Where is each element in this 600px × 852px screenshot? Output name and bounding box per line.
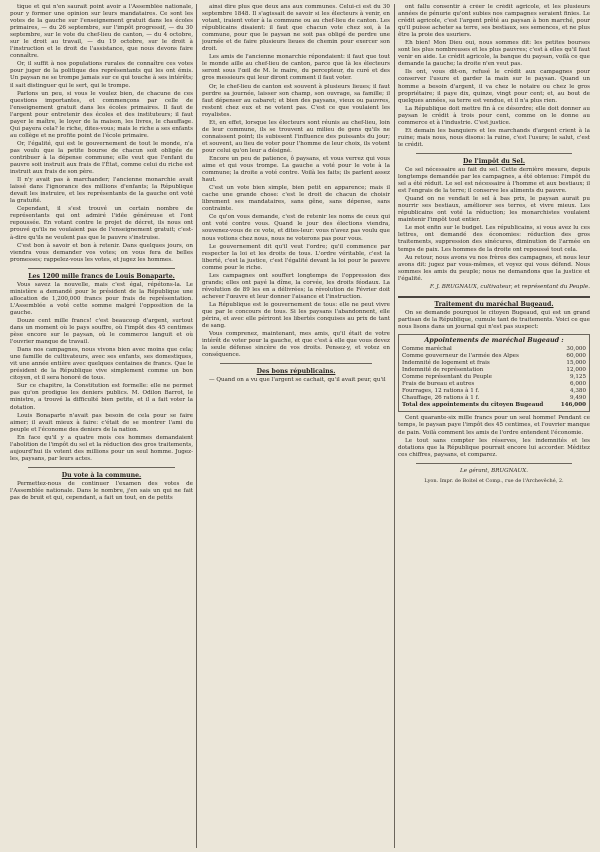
row-value: 30,000 bbox=[566, 346, 586, 353]
row-value: 60,000 bbox=[566, 353, 586, 360]
column-3 bbox=[398, 4, 590, 848]
section-heading: Les 1200 mille francs de Louis Bonaparte. bbox=[28, 272, 175, 280]
table-total-row bbox=[402, 402, 586, 409]
paragraph: Vous comprenez, maintenant, mes amis, qu'il était de votre intérêt de voter pour la gauche, et que c'est à elle que vous devez la seule défense sincère de vos droits. Pensez-y, et votez en conséquence. bbox=[202, 331, 390, 359]
paragraph: Ils ont, vous dit-on, refusé le crédit aux campagnes pour conserver l'usure et garder la main sur le paysan. Quand un homme a besoin d'argent, il va chez le notaire ou chez le gros propriétaire; il paye dix, quinze, vingt pour cent; et, au bout de quelques années, sa terre est vendue, et il n'a plus rien. bbox=[398, 69, 590, 104]
section-heading: Des bons républicains. bbox=[256, 368, 336, 376]
paragraph: Vous savez la nouvelle, mais c'est égal, répétons-la. Le ministère a demandé pour le président de la République une allocation de 1,200,000 francs pour frais de représentation. L'Assemblée a voté cette somme malgré l'opposition de la gauche. bbox=[10, 281, 193, 316]
salary-table-title: Appointements de maréchal Bugeaud : bbox=[424, 335, 564, 344]
section-divider bbox=[398, 296, 590, 298]
table-row bbox=[402, 395, 586, 402]
paragraph: Quand on ne vendait le sel à bas prix, le paysan aurait pu nourrir ses bestiaux, améliorer ses terres, et vivre mieux. Les républicains ont voté la réduction; les monarchistes voulaient maintenir l'impôt tout entier. bbox=[398, 196, 590, 224]
row-value: 9,490 bbox=[569, 395, 586, 402]
row-value: 15,000 bbox=[566, 360, 586, 367]
paragraph: Or, l'égalité, qui est le gouvernement de tout le monde, n'a pas voulu que la petite bourse de chacun soit obligée de contribuer à la dépense commune; elle veut que l'enfant du pauvre soit instruit aux frais de l'État, comme celui du riche est instruit aux frais de son père. bbox=[10, 140, 193, 176]
gerant-signature: Le gérant, BRUGNAUX. bbox=[459, 467, 529, 474]
row-label: Indemnité de logement et frais bbox=[402, 360, 490, 367]
paragraph: Parlons un peu, si vous le voulez bien, de chacune de ces questions importantes, et commençons par celle de l'enseignement gratuit dans les écoles primaires. Il faut de l'argent pour entretenir des écoles et des instituteurs; il faut payer le maître, le loyer de la maison, les livres, le chauffage. Qui payera cela? le riche, dites-vous; mais le riche a ses enfants au collège et ne profite point de l'école primaire. bbox=[10, 90, 193, 139]
row-value: 12,000 bbox=[566, 367, 586, 374]
paragraph: Sur ce chapitre, la Constitution est formelle: elle ne permet pas qu'on prodigue les deniers publics. M. Odilon Barrot, le ministre, a trouvé la difficulté bien petite, et il a fait voter la dotation. bbox=[10, 383, 193, 411]
paragraph: On se demande pourquoi le citoyen Bugeaud, qui est un grand partisan de la République, cumule tant de traitements. Voici ce que nous lisons dans un journal qui n'est pas suspect: bbox=[398, 309, 590, 330]
paragraph: — Quand on a vu que l'argent se cachait, qu'il avait peur, qu'il bbox=[209, 377, 386, 384]
salary-table bbox=[398, 334, 590, 412]
row-label: Fourrages, 12 rations à 1 f. bbox=[402, 388, 480, 395]
row-label: Comme maréchal bbox=[402, 346, 452, 353]
paragraph: ainsi dire plus que deux ans aux communes. Celui-ci est du 30 septembre 1848. Il s'agissait de savoir si les électeurs à venir, en votant, iraient voter à la commune ou au chef-lieu de canton. Les républicains disaient: il faut que chacun vote chez soi, à la commune, pour que le paysan ne soit pas obligé de perdre une journée et de faire plusieurs lieues de chemin pour exercer son droit. bbox=[202, 4, 390, 53]
paragraph: Ce sel nécessaire au fait du sel. Cette dernière mesure, depuis longtemps demandée par les campagnes, a été obtenue: l'impôt du sel a été réduit. Le sel est nécessaire à l'homme et aux bestiaux; il est l'engrais de la terre; il conserve les aliments du pauvre. bbox=[398, 166, 590, 195]
column-rule bbox=[394, 4, 395, 848]
total-value: 146,000 bbox=[560, 402, 586, 409]
section-heading: Du vote à la commune. bbox=[61, 471, 142, 479]
column-1 bbox=[10, 4, 193, 848]
row-label: Chauffage, 26 rations à 1 f. bbox=[402, 395, 480, 402]
paragraph: Ce qu'on vous demande, c'est de retenir les noms de ceux qui ont voté contre vous. Quand le jour des élections viendra, souvenez-vous de ce vote, et dites-leur: vous n'avez pas voulu que nous votions chez nous, nous ne voterons pas pour vous. bbox=[202, 214, 390, 242]
row-label: Frais de bureau et autres bbox=[402, 381, 475, 388]
row-value: 4,380 bbox=[569, 388, 586, 395]
paragraph: Douze cent mille francs! c'est beaucoup d'argent, surtout dans un moment où le pays souffre, où l'impôt des 45 centimes pèse encore sur le paysan, où le commerce languit et où l'ouvrier manque de travail. bbox=[10, 317, 193, 346]
table-row bbox=[402, 374, 586, 381]
paragraph: Or, il suffit à nos populations rurales de connaître ces votes pour juger de la politique des représentants qui les ont émis. Un paysan ne se trompe jamais sur ce qui touche à ses intérêts; il sait distinguer qui le sert, qui le trompe. bbox=[10, 61, 193, 89]
section-divider bbox=[416, 153, 572, 154]
paragraph: La République doit mettre fin à ce désordre; elle doit donner au paysan le crédit à trois pour cent, comme on le donne au commerce et à l'industrie. C'est justice. bbox=[398, 105, 590, 126]
section-divider bbox=[416, 463, 572, 464]
section-divider bbox=[28, 268, 175, 269]
paragraph: Permettez-nous de continuer l'examen des votes de l'Assemblée nationale. Dans le nombre, j'en sais un qui ne fait pas de bruit et qui, cependant, a fait un tout, en de petits bbox=[10, 480, 193, 502]
total-label: Total des appointements du citoyen Bugeaud bbox=[402, 402, 544, 409]
paragraph: Et demain les banquiers et les marchands d'argent crient à la ruine; mais nous, nous disons: la ruine, c'est l'usure; le salut, c'est le crédit. bbox=[398, 127, 590, 148]
printer-imprint: Lyon. Impr. de Boitel et Comp., rue de l'Archevêché, 2. bbox=[424, 477, 564, 484]
paragraph: Le gouvernement dit qu'il veut l'ordre; qu'il commence par respecter la loi et les droits de tous. L'ordre véritable, c'est la liberté, c'est la justice, c'est l'égalité devant la loi pour le pauvre comme pour le riche. bbox=[202, 243, 390, 271]
paragraph: Encore un peu de patience, ô paysans, et vous verrez qui vous aime et qui vous trompe. La gauche a voté pour le vote à la commune; la droite a voté contre. Voilà les faits; ils parlent assez haut. bbox=[202, 155, 390, 184]
paragraph: Dans nos campagnes, nous vivons bien avec moins que cela; une famille de cultivateurs, avec ses enfants, ses domestiques, vit une année entière avec quelques centaines de francs. Que le président de la République vive simplement comme un bon citoyen, et il sera honoré de tous. bbox=[10, 347, 193, 382]
paragraph: Or, le chef-lieu de canton est souvent à plusieurs lieues; il faut perdre sa journée, laisser son champ, son ouvrage, sa famille; il faut dépenser au cabaret; et bien des paysans, vieux ou pauvres, restent chez eux et ne votent pas. C'est ce que voulaient les royalistes. bbox=[202, 83, 390, 118]
row-value: 6,000 bbox=[569, 381, 586, 388]
row-label: Comme gouverneur de l'armée des Alpes bbox=[402, 353, 519, 360]
row-value: 9,125 bbox=[569, 374, 586, 381]
paragraph: Il n'y avait pas à marchander; l'ancienne monarchie avait laissé dans l'ignorance des millions d'enfants; la République devait les instruire, et les représentants de la gauche ont voté la gratuité. bbox=[10, 177, 193, 205]
paragraph: Les amis de l'ancienne monarchie répondaient: il faut que tout le monde aille au chef-lieu de canton, parce que là les électeurs seront sous l'œil de M. le maire, du percepteur, du curé et des gros messieurs qui leur diront comment il faut voter. bbox=[202, 54, 390, 82]
paragraph: Louis Bonaparte n'avait pas besoin de cela pour se faire aimer; il avait mieux à faire: c'était de se montrer l'ami du peuple et l'économe des deniers de la nation. bbox=[10, 412, 193, 433]
paragraph: tique et qui n'en saurait point avoir a l'Assemblée nationale, pour y former une opinion sur leurs mandataires. Ce sont les votes de la gauche sur l'enseignement gratuit dans les écoles primaires, — du 26 septembre, sur l'impôt progressif, — du 30 septembre, sur le vote du chef-lieu de canton, — du 4 octobre, sur le droit au travail, — du 19 octobre, sur le droit à l'instruction et le droit de l'assistance, que nous devons faire connaître. bbox=[10, 4, 193, 60]
paragraph: Le tout sans compter les réserves, les indemnités et les dotations que la République pourrait encore lui accorder. Méditez ces chiffres, paysans, et comparez. bbox=[398, 437, 590, 458]
paragraph: Cent quarante-six mille francs pour un seul homme! Pendant ce temps, le paysan paye l'impôt des 45 centimes, et l'ouvrier manque de pain. Voilà comment les amis de l'ordre entendent l'économie. bbox=[398, 415, 590, 436]
row-label: Comme représentant du Peuple bbox=[402, 374, 492, 381]
paragraph: Le mot enfin sur le budget. Les républicains, si vous avez lu ces lettres, ont demandé des économies: réduction des gros traitements, suppression des sinécures, diminution de l'armée en temps de paix. Les hommes de la droite ont repoussé tout cela. bbox=[398, 225, 590, 253]
table-row bbox=[402, 346, 586, 353]
paragraph: Au retour, nous avons vu nos frères des campagnes, et nous leur avons dit: jugez par vous-mêmes, et voyez qui vous défend. Nous sommes les amis du peuple; nous ne demandons que la justice et l'égalité. bbox=[398, 254, 590, 282]
paragraph: C'est bon à savoir et bon à retenir. Dans quelques jours, on viendra vous demander vos votes; on vous fera de belles promesses; rappelez-vous les votes, et jugez les hommes. bbox=[10, 242, 193, 263]
section-divider bbox=[220, 363, 372, 364]
paragraph: Les campagnes ont souffert longtemps de l'oppression des grands; elles ont payé la dîme, la corvée, les droits féodaux. La révolution de 89 les en a délivrées; la révolution de Février doit achever l'œuvre et leur donner l'aisance et l'instruction. bbox=[202, 272, 390, 300]
paragraph: La République est le gouvernement de tous: elle ne peut vivre que par le concours de tous. Si les paysans l'abandonnent, elle périra, et avec elle périront les libertés conquises au prix de tant de sang. bbox=[202, 301, 390, 330]
section-heading: Traitement du maréchal Bugeaud. bbox=[434, 300, 554, 308]
paragraph: En face qu'il y a quatre mois ces hommes demandaient l'abolition de l'impôt du sel et la réduction des gros traitements, aujourd'hui ils votent des millions pour un seul homme. Jugez-les, paysans, par leurs actes. bbox=[10, 434, 193, 462]
paragraph: C'est un vote bien simple, bien petit en apparence; mais il cache une grande chose: c'est le droit de chacun de choisir librement ses mandataires, sans gêne, sans dépense, sans contrainte. bbox=[202, 185, 390, 213]
column-rule bbox=[196, 4, 197, 848]
paragraph: Cependant, il s'est trouvé un certain nombre de représentants qui ont admiré l'idée généreuse et l'ont repoussée. En votant contre le projet de décret, ils nous ont prouvé qu'ils ne voulaient pas de l'enseignement gratuit; c'est-à-dire qu'ils ne veulent pas que le pauvre s'instruise. bbox=[10, 206, 193, 241]
paragraph: Eh bien! Mon Dieu oui, nous sommes dit: les petites bourses sont les plus nombreuses et les plus pauvres; c'est à elles qu'il faut venir en aide. Le crédit agricole, la banque du paysan, voilà ce que demande la gauche; la droite n'en veut pas. bbox=[398, 40, 590, 68]
paragraph: Et, en effet, lorsque les électeurs sont réunis au chef-lieu, loin de leur commune, ils se trouvent au milieu de gens qu'ils ne connaissent point; ils subissent l'influence des puissants du jour; et souvent, au lieu de voter pour l'homme de leur choix, ils votent pour celui qu'on leur a désigné. bbox=[202, 119, 390, 154]
signature: F. J. BRUGNAUX, cultivateur, et représentant du Peuple. bbox=[429, 283, 590, 290]
column-2 bbox=[202, 4, 390, 848]
paragraph: ont fallu consentir à créer le crédit agricole, et les plusieurs années de pénurie qu'ont subies nos campagnes seraient finies. Le crédit agricole, c'est l'argent prêté au paysan à bon marché, pour qu'il puisse acheter sa terre, ses bestiaux, ses semences, et ne plus être la proie des usuriers. bbox=[398, 4, 590, 39]
row-label: Indemnité de représentation bbox=[402, 367, 484, 374]
section-divider bbox=[28, 467, 175, 468]
section-heading: De l'impôt du Sel. bbox=[463, 157, 525, 165]
